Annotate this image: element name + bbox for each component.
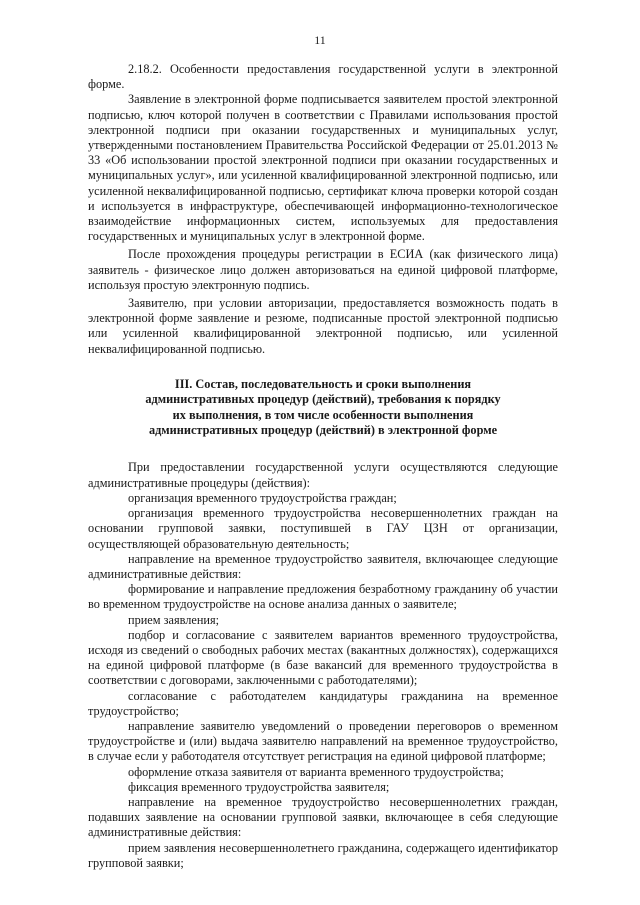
list-item: формирование и направление предложения безработному гражданину об участии во временном трудоустройстве на основе анализа данных о заявителе; (88, 582, 558, 612)
list-item: согласование с работодателем кандидатуры гражданина на временное трудоустройство; (88, 688, 558, 718)
heading-line: их выполнения, в том числе особенности выполнения (172, 407, 474, 422)
heading-line: административных процедур (действий) в электронной форме (148, 423, 498, 438)
heading-line: административных процедур (действий), требования к порядку (145, 392, 501, 407)
list-item: направление на временное трудоустройство заявителя, включающее следующие административные действия: (88, 551, 558, 581)
list-item: фиксация временного трудоустройства заявителя; (128, 779, 390, 794)
heading-line: III. Состав, последовательность и сроки выполнения (174, 376, 472, 391)
list-item: направление заявителю уведомлений о проведении переговоров о временном трудоустройстве и (или) выдача заявителю направлений на временное трудоустройство, в случае если у работодателя отсутствует регистрация на единой цифровой платформе; (88, 718, 558, 764)
page-number: 11 (314, 33, 326, 47)
list-item: оформление отказа заявителя от варианта временного трудоустройства; (128, 764, 504, 779)
list-item: организация временного трудоустройства граждан; (128, 490, 397, 505)
paragraph: Заявителю, при условии авторизации, предоставляется возможность подать в электронной форме заявление и резюме, подписанные простой электронной подписью или усиленной квалифицированной электронной подписью, или усиленной неквалифицированной подписью. (88, 296, 558, 356)
list-item: организация временного трудоустройства несовершеннолетних граждан на основании групповой заявки, поступившей в ГАУ ЦЗН от организации, осуществляющей образовательную деятельность; (88, 506, 558, 551)
paragraph: После прохождения процедуры регистрации в ЕСИА (как физического лица) заявитель - физическое лицо должен авторизоваться на единой цифровой платформе, используя простую электронную подпись. (88, 247, 558, 292)
section-heading (88, 377, 558, 439)
list-item: направление на временное трудоустройство несовершеннолетних граждан, подавших заявление на основании групповой заявки, включающее в себя следующие административные действия: (88, 794, 558, 840)
paragraph: При предоставлении государственной услуги осуществляются следующие административные процедуры (действия): (88, 460, 558, 490)
document-body (88, 62, 558, 871)
list-item: прием заявления; (128, 612, 220, 627)
list-item: подбор и согласование с заявителем вариантов временного трудоустройства, исходя из сведений о свободных рабочих местах (вакантных должностях), содержащихся на единой цифровой платформе (в базе вакансий для временного трудоустройства в соответствии с договорами, заключенными с работодателями); (88, 627, 558, 688)
list-item: прием заявления несовершеннолетнего гражданина, содержащего идентификатор групповой заявки; (88, 840, 558, 870)
paragraph: Заявление в электронной форме подписывается заявителем простой электронной подписью, ключ которой получен в соответствии с Правилами использования простой электронной подписи при оказании государственных и муниципальных услуг, утвержденными постановлением Правительства Российской Федерации от 25.01.2013 № 33 «Об использовании простой электронной подписи при оказании государственных и муниципальных услуг», или усиленной квалифицированной электронной подписью, или усиленной неквалифицированной подписью, сертификат ключа проверки которой создан и используется в инфраструктуре, обеспечивающей информационно-технологическое взаимодействие информационных систем, используемых для предоставления государственных и муниципальных услуг в электронной форме. (88, 92, 558, 244)
paragraph: 2.18.2. Особенности предоставления государственной услуги в электронной форме. (88, 62, 558, 92)
